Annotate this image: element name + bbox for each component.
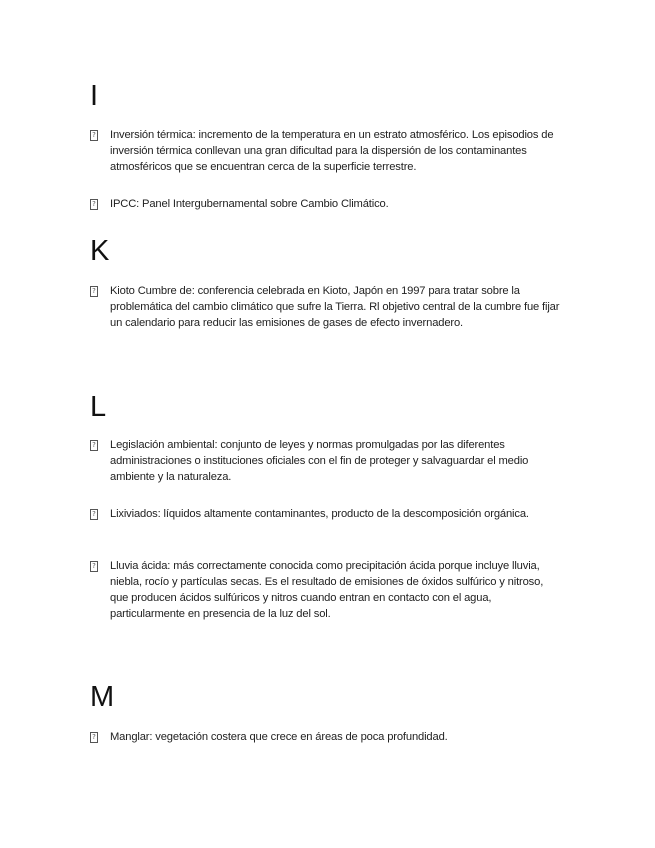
entry-text: Legislación ambiental: conjunto de leyes y normas promulgadas por las diferentes administraciones o instituciones oficiales con el fin de proteger y salvaguardar el medio ambiente y la naturaleza. bbox=[110, 439, 529, 483]
glossary-entry-kioto bbox=[90, 283, 560, 331]
missing-glyph-icon: ? bbox=[90, 509, 98, 520]
entry-text: Kioto Cumbre de: conferencia celebrada en Kioto, Japón en 1997 para tratar sobre la problemática del cambio climático que sufre la Tierra. Rl objetivo central de la cumbre fue fijar un calendario para reducir las emisiones de gases de efecto invernadero. bbox=[110, 285, 560, 329]
glossary-entry-lluvia-acida bbox=[90, 558, 560, 622]
missing-glyph-icon: ? bbox=[90, 130, 98, 141]
missing-glyph-icon: ? bbox=[90, 561, 98, 572]
missing-glyph-icon: ? bbox=[90, 199, 98, 210]
entry-text: Lixiviados: líquidos altamente contaminantes, producto de la descomposición orgánica. bbox=[110, 508, 529, 520]
entry-text: Lluvia ácida: más correctamente conocida como precipitación ácida porque incluye lluvia, niebla, rocío y partículas secas. Es el resultado de emisiones de óxidos sulfúrico y nitroso, que producen ácidos sulfúricos y nitros cuando entran en contacto con el agua, particularmente en presencia de la luz del sol. bbox=[110, 560, 544, 620]
section-letter-i: I bbox=[90, 80, 99, 112]
entry-text: Manglar: vegetación costera que crece en áreas de poca profundidad. bbox=[110, 731, 448, 743]
glossary-entry-lixiviados bbox=[90, 506, 560, 522]
section-letter-l: L bbox=[90, 391, 107, 423]
section-letter-m: M bbox=[90, 681, 115, 713]
glossary-entry-ipcc bbox=[90, 196, 560, 212]
missing-glyph-icon: ? bbox=[90, 440, 98, 451]
glossary-entry-inversion-termica bbox=[90, 127, 560, 175]
glossary-entry-manglar bbox=[90, 729, 560, 745]
section-letter-k: K bbox=[90, 235, 110, 267]
entry-text: Inversión térmica: incremento de la temperatura en un estrato atmosférico. Los episodios de inversión térmica conllevan una gran dificultad para la dispersión de los contaminantes atmosféricos que se encuentran cerca de la superficie terrestre. bbox=[110, 129, 554, 173]
glossary-entry-legislacion-ambiental bbox=[90, 437, 560, 485]
missing-glyph-icon: ? bbox=[90, 286, 98, 297]
missing-glyph-icon: ? bbox=[90, 732, 98, 743]
entry-text: IPCC: Panel Intergubernamental sobre Cambio Climático. bbox=[110, 198, 389, 210]
